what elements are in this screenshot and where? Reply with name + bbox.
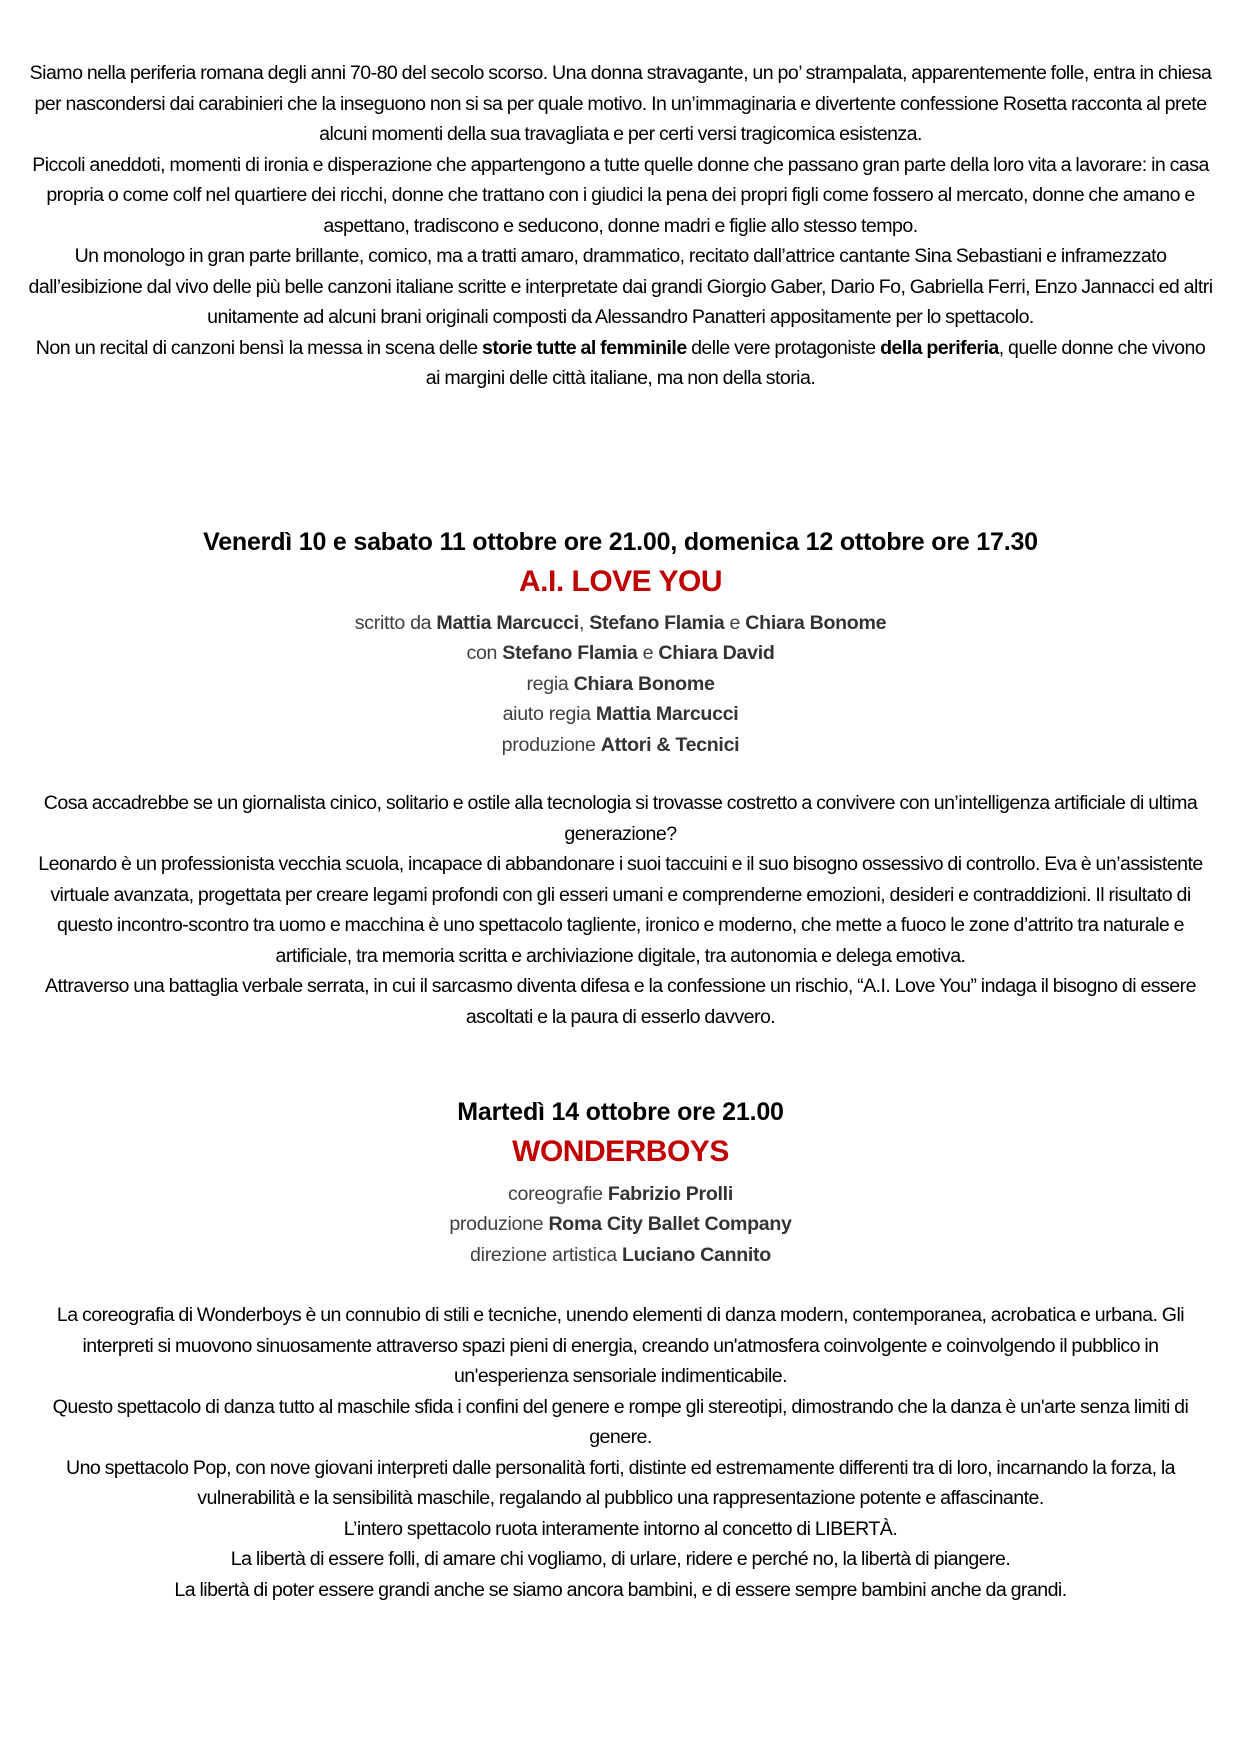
intro-text	[28, 58, 1213, 394]
show2-paragraph: La coreografia di Wonderboys è un connubio di stili e tecniche, unendo elementi di danza modern, contemporanea, acrobatica e urbana. Gli interpreti si muovono sinuosamente attraverso spazi pieni di energia, creando un'atmosfera coinvolgente e coinvolgendo il pubblico in un'esperienza sensoriale indimenticabile.	[56, 1304, 1185, 1387]
credit-choreography: coreografie Fabrizio Prolli	[508, 1183, 733, 1205]
credit-production: produzione Attori & Tecnici	[501, 733, 740, 756]
intro-paragraph: Un monologo in gran parte brillante, comico, ma a tratti amaro, drammatico, recitato dall’attrice cantante Sina Sebastiani e inframezzato dall’esibizione dal vivo delle più belle canzoni italiane scritte e interpretate dai grandi Giorgio Gaber, Dario Fo, Gabriella Ferri, Enzo Jannacci ed altri unitamente ad alcuni brani originali composti da Alessandro Panatteri appositamente per lo spettacolo.	[28, 245, 1213, 328]
intro-paragraph: Piccoli aneddoti, momenti di ironia e disperazione che appartengono a tutte quelle donne che passano gran parte della loro vita a lavorare: in casa propria o come colf nel quartiere dei ricchi, donne che trattano con i giudici la pena dei propri figli come fossero al mercato, donne che amano e aspettano, tradiscono e seducono, donne madri e figlie allo stesso tempo.	[32, 153, 1209, 237]
credit-cast: con Stefano Flamia e Chiara David	[466, 642, 775, 665]
text-run: Non un recital di canzoni bensì la messa in scena delle	[35, 336, 482, 359]
show1-paragraph: Cosa accadrebbe se un giornalista cinico, solitario e ostile alla tecnologia si trovasse costretto a convivere con un’intelligenza artificiale di ultima generazione?	[43, 792, 1198, 845]
show2-paragraph: Uno spettacolo Pop, con nove giovani interpreti dalle personalità forti, distinte ed estremamente differenti tra di loro, incarnando la forza, la vulnerabilità e la sensibilità maschile, regalando al pubblico una rappresentazione potente e affascinante.	[65, 1456, 1176, 1509]
show2-paragraph: La libertà di poter essere grandi anche se siamo ancora bambini, e di essere sempre bambini anche da grandi.	[174, 1578, 1067, 1601]
show2-paragraph: Questo spettacolo di danza tutto al maschile sfida i confini del genere e rompe gli stereotipi, dimostrando che la danza è un'arte senza limiti di genere.	[52, 1395, 1189, 1448]
show1-paragraph: Leonardo è un professionista vecchia scuola, incapace di abbandonare i suoi taccuini e il suo bisogno ossessivo di controllo. Eva è un’assistente virtuale avanzata, progettata per creare legami profondi con gli esseri umani e comprenderne emozioni, desideri e contraddizioni. Il risultato di questo incontro-scontro tra uomo e macchina è uno spettacolo tagliente, ironico e moderno, che mette a fuoco le zone d’attrito tra naturale e artificiale, tra memoria scritta e archiviazione digitale, tra autonomia e delega emotiva.	[38, 853, 1203, 967]
credit-production: produzione Roma City Ballet Company	[449, 1213, 792, 1236]
show2-paragraph: La libertà di essere folli, di amare chi vogliamo, di urlare, ridere e perché no, la libertà di piangere.	[230, 1548, 1011, 1570]
show2-paragraph: L’intero spettacolo ruota interamente intorno al concetto di LIBERTÀ.	[343, 1517, 898, 1540]
bold-run: della periferia	[880, 336, 999, 359]
show2-credits	[0, 1179, 1241, 1270]
intro-paragraph: Siamo nella periferia romana degli anni 70-80 del secolo scorso. Una donna stravagante, un po’ strampalata, apparentemente folle, entra in chiesa per nascondersi dai carabinieri che la inseguono non si sa per quale motivo. In un’immaginaria e divertente confessione Rosetta racconta al prete alcuni momenti della sua travagliata e per certi versi tragicomica esistenza.	[29, 62, 1212, 145]
text-run: delle vere protagoniste	[686, 336, 881, 359]
text-run: , quelle donne che vivono ai margini delle città italiane, ma non della storia.	[425, 336, 1206, 389]
show2-title: WONDERBOYS	[512, 1135, 729, 1168]
show1-title: A.I. LOVE YOU	[519, 565, 722, 598]
show1-description	[28, 788, 1213, 1032]
show1-paragraph: Attraverso una battaglia verbale serrata, in cui il sarcasmo diventa difesa e la confessione un rischio, “A.I. Love You” indaga il bisogno di essere ascoltati e la paura di esserlo davvero.	[45, 975, 1196, 1028]
show2-description	[28, 1300, 1213, 1605]
show1-date: Venerdì 10 e sabato 11 ottobre ore 21.00, domenica 12 ottobre ore 17.30	[203, 528, 1038, 556]
credit-director: regia Chiara Bonome	[526, 672, 715, 695]
show1-credits	[0, 608, 1241, 760]
credit-assistant-director: aiuto regia Mattia Marcucci	[502, 703, 739, 726]
credit-written-by: scritto da Mattia Marcucci, Stefano Flamia e Chiara Bonome	[354, 612, 887, 634]
intro-paragraph-last	[28, 333, 1213, 394]
bold-run: storie tutte al femminile	[481, 336, 687, 359]
credit-artistic-direction: direzione artistica Luciano Cannito	[470, 1243, 771, 1266]
show2-date: Martedì 14 ottobre ore 21.00	[457, 1098, 784, 1126]
